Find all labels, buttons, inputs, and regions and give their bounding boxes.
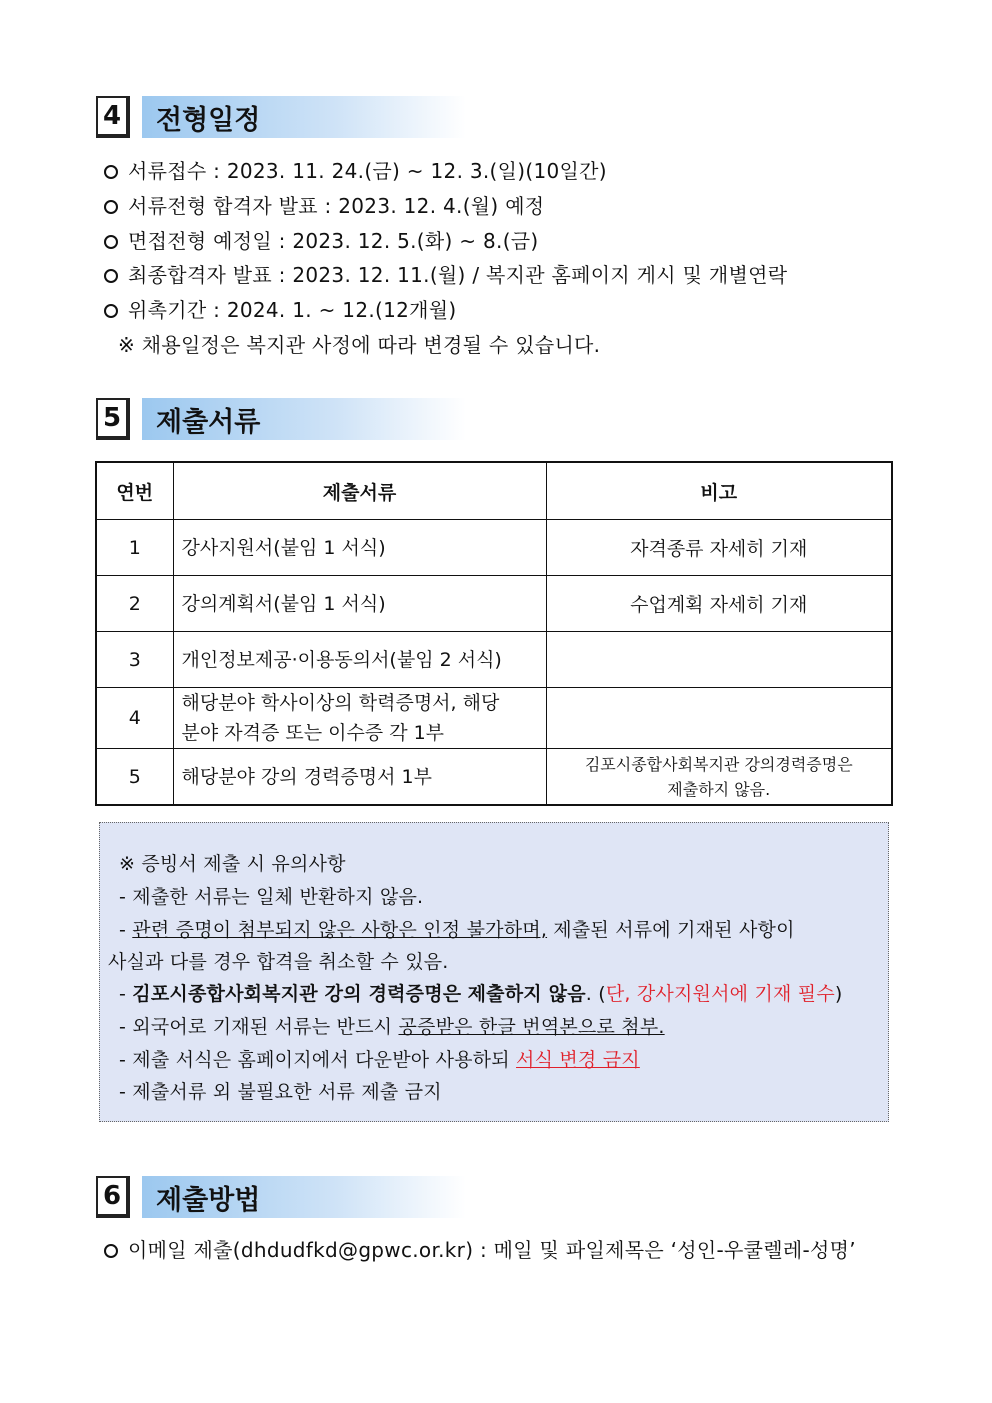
row-remark: 자격종류 자세히 기재 [546,520,892,576]
section-title: 제출방법 [142,1176,466,1218]
row-document: 해당분야 강의 경력증명서 1부 [173,749,546,806]
row-remark-line: 김포시종합사회복지관 강의경력증명은 [584,754,853,774]
header-remark: 비고 [546,462,892,520]
circle-bullet-icon [104,304,118,318]
row-remark-line: 제출하지 않음. [667,779,771,799]
table-row [96,576,892,632]
section-5-header [96,398,466,444]
table-row [96,688,892,749]
schedule-item: 최종합격자 발표 : 2023. 12. 11.(월) / 복지관 홈페이지 게시 및 개별연락 [104,259,787,288]
section-number: 4 [96,96,130,138]
section-title: 전형일정 [142,96,466,138]
notice-item: - 제출한 서류는 일체 반환하지 않음. [119,886,424,908]
row-document-line: 분야 자격증 또는 이수증 각 1부 [181,722,445,744]
schedule-item: 면접전형 예정일 : 2023. 12. 5.(화) ~ 8.(금) [104,225,539,254]
table-row [96,632,892,688]
notice-item: - 김포시종합사회복지관 강의 경력증명은 제출하지 않음. (단, 강사지원서에 기재 필수) [119,983,843,1005]
circle-bullet-icon [104,165,118,179]
section-6-header [96,1176,466,1222]
row-no: 5 [96,749,173,806]
circle-bullet-icon [104,235,118,249]
row-document: 개인정보제공·이용동의서(붙임 2 서식) [173,632,546,688]
row-remark: 수업계획 자세히 기재 [546,576,892,632]
row-remark [546,688,892,749]
schedule-item: 서류전형 합격자 발표 : 2023. 12. 4.(월) 예정 [104,190,544,219]
row-remark [546,749,892,806]
table-header-row [96,462,892,520]
notice-item: - 외국어로 기재된 서류는 반드시 공증받은 한글 번역본으로 첨부. [119,1016,665,1038]
circle-bullet-icon [104,1244,118,1258]
section-number: 5 [96,398,130,440]
row-no: 3 [96,632,173,688]
table-row [96,749,892,806]
circle-bullet-icon [104,200,118,214]
row-document [173,688,546,749]
notice-item-continued: 사실과 다를 경우 합격을 취소할 수 있음. [108,951,449,973]
circle-bullet-icon [104,269,118,283]
header-document: 제출서류 [173,462,546,520]
schedule-item: 위촉기간 : 2024. 1. ~ 12.(12개월) [104,294,457,323]
section-title: 제출서류 [142,398,466,440]
documents-table [95,461,893,806]
section-4-header [96,96,466,142]
schedule-item: 서류접수 : 2023. 11. 24.(금) ~ 12. 3.(일)(10일간) [104,155,607,184]
notice-item: - 관련 증명이 첨부되지 않은 사항은 인정 불가하며, 제출된 서류에 기재된 사항이 [119,919,795,941]
notice-title: ※ 증빙서 제출 시 유의사항 [119,853,346,875]
notice-item: - 제출 서식은 홈페이지에서 다운받아 사용하되 서식 변경 금지 [119,1049,640,1071]
table-row [96,520,892,576]
row-document-line: 해당분야 학사이상의 학력증명서, 해당 [181,692,500,714]
header-no: 연번 [96,462,173,520]
row-document: 강의계획서(붙임 1 서식) [173,576,546,632]
row-no: 2 [96,576,173,632]
notice-item: - 제출서류 외 불필요한 서류 제출 금지 [119,1081,442,1103]
row-no: 4 [96,688,173,749]
row-remark [546,632,892,688]
section-number: 6 [96,1176,130,1218]
submission-method-item: 이메일 제출(dhdudfkd@gpwc.or.kr) : 메일 및 파일제목은 ‘성인-우쿨렐레-성명’ [104,1234,856,1263]
notice-box [99,822,889,1122]
schedule-note: ※ 채용일정은 복지관 사정에 따라 변경될 수 있습니다. [118,333,601,357]
row-no: 1 [96,520,173,576]
row-document: 강사지원서(붙임 1 서식) [173,520,546,576]
